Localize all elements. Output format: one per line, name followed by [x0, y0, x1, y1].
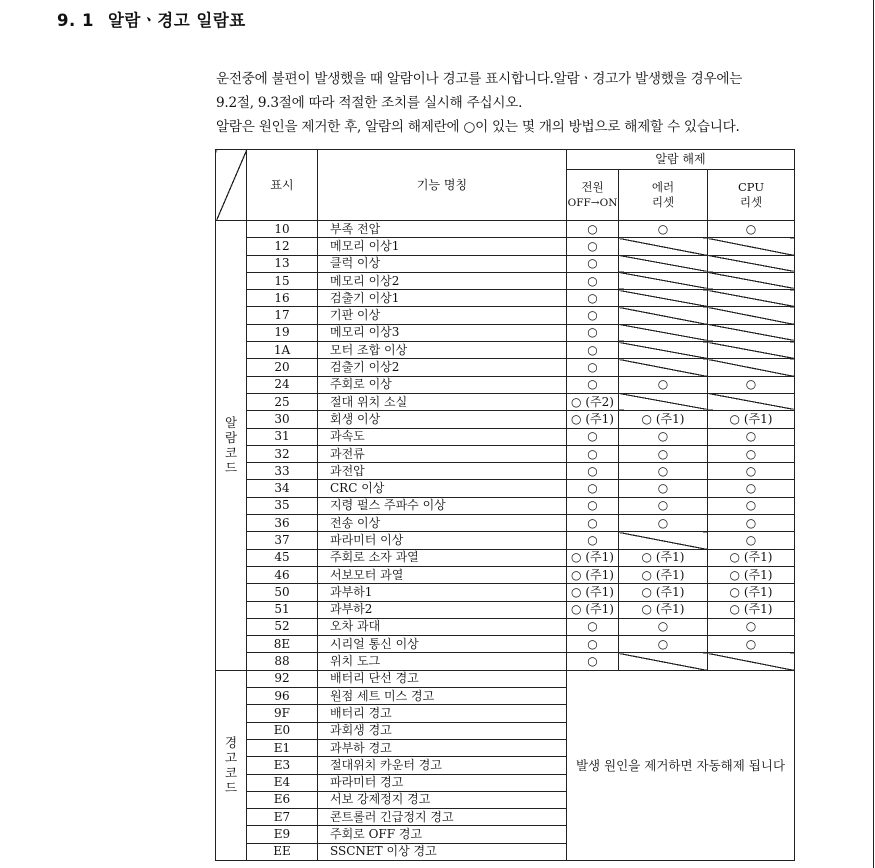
- release-mark-power: ○: [567, 376, 619, 393]
- alarm-name: 과전압: [318, 463, 567, 480]
- alarm-code: 32: [247, 445, 318, 462]
- alarm-code: 34: [247, 480, 318, 497]
- alarm-code: 20: [247, 359, 318, 376]
- release-not-applicable-error: [619, 255, 708, 272]
- release-mark-error: ○ (주1): [619, 549, 708, 566]
- release-mark-cpu: ○: [708, 532, 795, 549]
- table-row: [216, 463, 795, 480]
- release-mark-power: ○: [567, 359, 619, 376]
- section-title: [57, 7, 246, 31]
- warning-code-group-label-char: 경: [224, 735, 238, 751]
- alarm-code-group-label: [216, 221, 247, 671]
- header-alarm-release: 알람 해제: [567, 150, 795, 170]
- release-mark-power: ○: [567, 618, 619, 635]
- table-row: [216, 342, 795, 359]
- table-row: [216, 532, 795, 549]
- release-not-applicable-cpu: [708, 393, 795, 410]
- alarm-name: 과부하2: [318, 601, 567, 618]
- table-row: [216, 393, 795, 410]
- release-not-applicable-error: [619, 324, 708, 341]
- alarm-name: 메모리 이상2: [318, 272, 567, 289]
- table-row: [216, 411, 795, 428]
- alarm-code: 25: [247, 393, 318, 410]
- release-mark-cpu: ○: [708, 515, 795, 532]
- alarm-name: 회생 이상: [318, 411, 567, 428]
- warning-name: 서보 강제정지 경고: [318, 791, 567, 808]
- release-not-applicable-cpu: [708, 255, 795, 272]
- release-mark-error: ○: [619, 445, 708, 462]
- alarm-name: 메모리 이상3: [318, 324, 567, 341]
- warning-code-group-label-char: 코: [224, 765, 238, 781]
- alarm-code: 31: [247, 428, 318, 445]
- release-mark-cpu: ○: [708, 221, 795, 238]
- release-mark-power: ○ (주1): [567, 411, 619, 428]
- alarm-name: 주회로 이상: [318, 376, 567, 393]
- release-mark-cpu: ○: [708, 636, 795, 653]
- release-mark-error: ○: [619, 463, 708, 480]
- release-mark-error: ○: [619, 480, 708, 497]
- warning-name: 과회생 경고: [318, 722, 567, 739]
- warning-code: E0: [247, 722, 318, 739]
- warning-code: E6: [247, 791, 318, 808]
- alarm-code: 17: [247, 307, 318, 324]
- release-mark-power: ○: [567, 238, 619, 255]
- alarm-code: 30: [247, 411, 318, 428]
- alarm-name: 검출기 이상2: [318, 359, 567, 376]
- table-row: [216, 497, 795, 514]
- section-heading: 알람ㆍ경고 일람표: [107, 11, 246, 30]
- release-mark-power: ○: [567, 290, 619, 307]
- alarm-name: 기판 이상: [318, 307, 567, 324]
- release-mark-power: ○: [567, 480, 619, 497]
- release-not-applicable-error: [619, 272, 708, 289]
- warning-name: 절대위치 카운터 경고: [318, 757, 567, 774]
- table-row: [216, 307, 795, 324]
- release-not-applicable-cpu: [708, 307, 795, 324]
- release-mark-power: ○: [567, 324, 619, 341]
- table-row: [216, 566, 795, 583]
- release-mark-cpu: ○ (주1): [708, 566, 795, 583]
- warning-name: 주회로 OFF 경고: [318, 826, 567, 843]
- table-row: [216, 221, 795, 238]
- alarm-name: 시리얼 통신 이상: [318, 636, 567, 653]
- alarm-code: 88: [247, 653, 318, 670]
- header-release-cpu-line2: 리셋: [739, 195, 763, 209]
- release-mark-power: ○: [567, 515, 619, 532]
- alarm-code: 16: [247, 290, 318, 307]
- warning-name: 콘트롤러 긴급정지 경고: [318, 809, 567, 826]
- alarm-name: 서보모터 과열: [318, 566, 567, 583]
- alarm-code-group-label-char: 코: [224, 445, 238, 461]
- table-row: [216, 601, 795, 618]
- warning-name: 배터리 경고: [318, 705, 567, 722]
- header-function-name: 기능 명칭: [318, 150, 567, 221]
- header-release-cpu-line1: CPU: [737, 180, 765, 194]
- header-display: 표시: [247, 150, 318, 221]
- alarm-code: 10: [247, 221, 318, 238]
- release-mark-power: ○: [567, 307, 619, 324]
- warning-code-group-label: [216, 670, 247, 860]
- alarm-name: CRC 이상: [318, 480, 567, 497]
- alarm-code: 52: [247, 618, 318, 635]
- warning-code: E3: [247, 757, 318, 774]
- release-mark-power: ○: [567, 497, 619, 514]
- warning-auto-release-note: 발생 원인을 제거하면 자동해제 됩니다: [567, 670, 795, 860]
- release-not-applicable-error: [619, 342, 708, 359]
- table-row: [216, 359, 795, 376]
- table-row: [216, 515, 795, 532]
- alarm-name: 파라미터 이상: [318, 532, 567, 549]
- release-mark-power: ○: [567, 636, 619, 653]
- intro-line: 운전중에 불편이 발생했을 때 알람이나 경고를 표시합니다.알람ㆍ경고가 발생했을 경우에는: [216, 71, 743, 87]
- alarm-name: 과속도: [318, 428, 567, 445]
- alarm-code-group-label-char: 람: [224, 430, 238, 446]
- release-not-applicable-cpu: [708, 342, 795, 359]
- alarm-code: 15: [247, 272, 318, 289]
- release-not-applicable-error: [619, 307, 708, 324]
- release-mark-power: ○ (주2): [567, 393, 619, 410]
- table-row: [216, 584, 795, 601]
- table-row: [216, 376, 795, 393]
- header-release-power-line2: OFF→ON: [567, 196, 618, 209]
- alarm-name: 과부하1: [318, 584, 567, 601]
- table-row: [216, 670, 795, 687]
- warning-name: 배터리 단선 경고: [318, 670, 567, 687]
- release-not-applicable-cpu: [708, 653, 795, 670]
- alarm-name: 지령 펄스 주파수 이상: [318, 497, 567, 514]
- alarm-code: 13: [247, 255, 318, 272]
- warning-code: E9: [247, 826, 318, 843]
- release-mark-cpu: ○ (주1): [708, 411, 795, 428]
- alarm-name: 과전류: [318, 445, 567, 462]
- alarm-name: 부족 전압: [318, 221, 567, 238]
- alarm-code: 45: [247, 549, 318, 566]
- table-row: [216, 238, 795, 255]
- table-row: [216, 445, 795, 462]
- header-release-power: [567, 170, 619, 221]
- header-release-error: [619, 170, 708, 221]
- release-not-applicable-error: [619, 238, 708, 255]
- alarm-name: 위치 도그: [318, 653, 567, 670]
- alarm-code: 8E: [247, 636, 318, 653]
- warning-name: 원점 세트 미스 경고: [318, 688, 567, 705]
- table-row: [216, 653, 795, 670]
- alarm-name: 모터 조합 이상: [318, 342, 567, 359]
- release-mark-error: ○ (주1): [619, 411, 708, 428]
- release-mark-cpu: ○: [708, 376, 795, 393]
- release-mark-cpu: ○: [708, 463, 795, 480]
- release-mark-error: ○: [619, 376, 708, 393]
- warning-code: 96: [247, 688, 318, 705]
- release-mark-cpu: ○ (주1): [708, 601, 795, 618]
- release-mark-power: ○: [567, 255, 619, 272]
- alarm-warning-table: [215, 149, 795, 861]
- release-not-applicable-cpu: [708, 359, 795, 376]
- warning-code: E1: [247, 739, 318, 756]
- warning-name: SSCNET 이상 경고: [318, 843, 567, 860]
- alarm-code: 51: [247, 601, 318, 618]
- alarm-code: 1A: [247, 342, 318, 359]
- section-number: 9. 1: [57, 11, 94, 30]
- alarm-code: 50: [247, 584, 318, 601]
- warning-code: 9F: [247, 705, 318, 722]
- release-mark-cpu: ○: [708, 428, 795, 445]
- release-not-applicable-cpu: [708, 290, 795, 307]
- table-row: [216, 480, 795, 497]
- release-mark-cpu: ○ (주1): [708, 584, 795, 601]
- warning-code: E4: [247, 774, 318, 791]
- header-release-error-line1: 에러: [651, 180, 675, 194]
- alarm-name: 검출기 이상1: [318, 290, 567, 307]
- page-edge-line: [873, 0, 874, 868]
- release-mark-power: ○: [567, 221, 619, 238]
- header-release-error-line2: 리셋: [651, 195, 675, 209]
- release-not-applicable-cpu: [708, 324, 795, 341]
- warning-code-group-label-char: 고: [224, 750, 238, 766]
- alarm-code-group-label-char: 알: [224, 415, 238, 431]
- warning-code: E7: [247, 809, 318, 826]
- alarm-name: 주회로 소자 과열: [318, 549, 567, 566]
- alarm-code-group-label-char: 드: [224, 460, 238, 476]
- table-row: [216, 324, 795, 341]
- table-row: [216, 255, 795, 272]
- table-corner-cell: [216, 150, 247, 221]
- release-mark-cpu: ○: [708, 618, 795, 635]
- release-mark-error: ○: [619, 428, 708, 445]
- release-mark-error: ○: [619, 618, 708, 635]
- release-mark-power: ○ (주1): [567, 601, 619, 618]
- release-mark-power: ○: [567, 653, 619, 670]
- alarm-code: 35: [247, 497, 318, 514]
- header-release-cpu: [708, 170, 795, 221]
- alarm-code: 19: [247, 324, 318, 341]
- release-mark-power: ○: [567, 342, 619, 359]
- release-mark-power: ○: [567, 445, 619, 462]
- table-row: [216, 428, 795, 445]
- release-not-applicable-cpu: [708, 238, 795, 255]
- intro-line: 9.2절, 9.3절에 따라 적절한 조치를 실시해 주십시오.: [216, 95, 523, 111]
- warning-code: EE: [247, 843, 318, 860]
- alarm-code: 12: [247, 238, 318, 255]
- release-mark-error: ○ (주1): [619, 601, 708, 618]
- alarm-name: 절대 위치 소실: [318, 393, 567, 410]
- release-mark-power: ○: [567, 532, 619, 549]
- intro-line: 알람은 원인을 제거한 후, 알람의 해제란에 ○이 있는 몇 개의 방법으로 해제할 수 있습니다.: [216, 119, 740, 135]
- release-mark-cpu: ○: [708, 497, 795, 514]
- alarm-code: 37: [247, 532, 318, 549]
- alarm-code: 46: [247, 566, 318, 583]
- alarm-name: 전송 이상: [318, 515, 567, 532]
- alarm-name: 클럭 이상: [318, 255, 567, 272]
- release-mark-cpu: ○: [708, 445, 795, 462]
- release-mark-error: ○ (주1): [619, 584, 708, 601]
- release-not-applicable-error: [619, 290, 708, 307]
- table-row: [216, 618, 795, 635]
- release-not-applicable-error: [619, 653, 708, 670]
- warning-name: 과부하 경고: [318, 739, 567, 756]
- alarm-name: 메모리 이상1: [318, 238, 567, 255]
- release-not-applicable-error: [619, 359, 708, 376]
- table-row: [216, 549, 795, 566]
- release-mark-cpu: ○: [708, 480, 795, 497]
- header-release-power-line1: 전원: [581, 179, 604, 194]
- release-mark-power: ○ (주1): [567, 584, 619, 601]
- release-mark-error: ○ (주1): [619, 566, 708, 583]
- release-mark-error: ○: [619, 636, 708, 653]
- alarm-code: 36: [247, 515, 318, 532]
- release-mark-power: ○: [567, 463, 619, 480]
- alarm-name: 오차 과대: [318, 618, 567, 635]
- release-mark-error: ○: [619, 515, 708, 532]
- release-mark-error: ○: [619, 221, 708, 238]
- warning-code-group-label-char: 드: [224, 780, 238, 796]
- release-not-applicable-error: [619, 393, 708, 410]
- table-row: [216, 290, 795, 307]
- release-mark-power: ○ (주1): [567, 549, 619, 566]
- release-mark-cpu: ○ (주1): [708, 549, 795, 566]
- table-row: [216, 636, 795, 653]
- release-mark-power: ○: [567, 272, 619, 289]
- alarm-code: 33: [247, 463, 318, 480]
- table-row: [216, 272, 795, 289]
- warning-name: 파라미터 경고: [318, 774, 567, 791]
- release-not-applicable-cpu: [708, 272, 795, 289]
- release-not-applicable-error: [619, 532, 708, 549]
- alarm-code: 24: [247, 376, 318, 393]
- warning-code: 92: [247, 670, 318, 687]
- release-mark-power: ○: [567, 428, 619, 445]
- release-mark-error: ○: [619, 497, 708, 514]
- release-mark-power: ○ (주1): [567, 566, 619, 583]
- intro-text: [216, 67, 856, 139]
